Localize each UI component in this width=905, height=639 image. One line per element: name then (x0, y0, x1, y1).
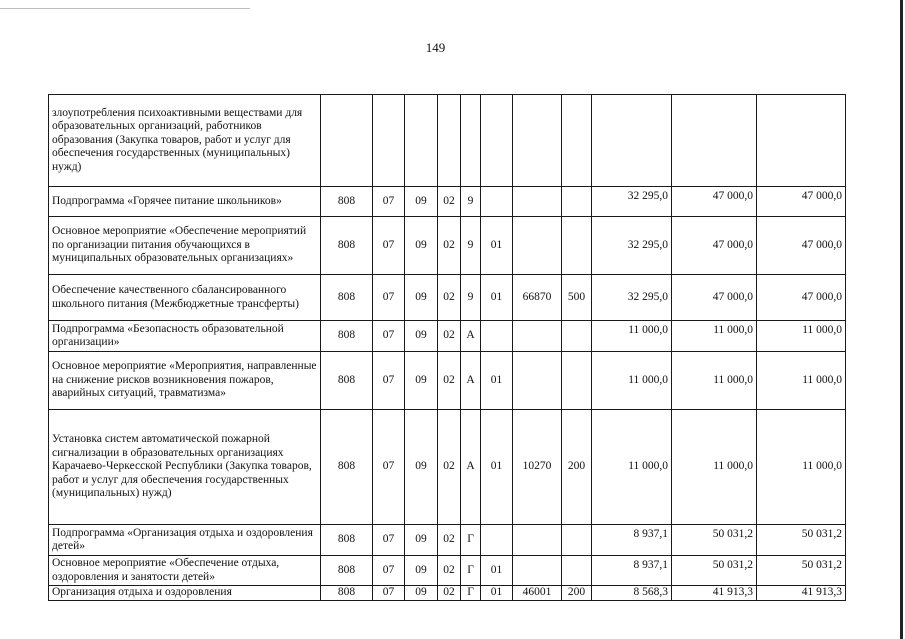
cell-event: 01 (481, 352, 513, 410)
cell-section: 07 (373, 410, 405, 525)
cell-direction (513, 321, 562, 352)
cell-program: 02 (438, 352, 461, 410)
table-row (49, 586, 846, 601)
cell-subprogram: 9 (461, 275, 481, 321)
top-rule (0, 8, 250, 9)
row-name: Основное мероприятие «Мероприятия, направленные на снижение рисков возникновения пожаров, аварийных ситуаций, травматизма» (49, 352, 321, 410)
cell-direction: 10270 (513, 410, 562, 525)
row-name: Подпрограмма «Горячее питание школьников» (49, 187, 321, 217)
cell-ministry: 808 (321, 217, 373, 275)
cell-amount-year3: 11 000,0 (757, 352, 846, 410)
cell-program: 02 (438, 187, 461, 217)
cell-event (481, 187, 513, 217)
table-row (49, 410, 846, 525)
cell-amount-year3: 50 031,2 (757, 525, 846, 556)
cell-amount-year1: 11 000,0 (592, 321, 672, 352)
cell-program: 02 (438, 321, 461, 352)
table-row (49, 556, 846, 586)
cell-subsection: 09 (405, 187, 438, 217)
cell-subsection: 09 (405, 410, 438, 525)
cell-event: 01 (481, 217, 513, 275)
cell-ministry: 808 (321, 525, 373, 556)
cell-expense-type (562, 187, 592, 217)
cell-expense-type (562, 321, 592, 352)
row-name: Подпрограмма «Организация отдыха и оздоровления детей» (49, 525, 321, 556)
cell-subsection: 09 (405, 586, 438, 601)
cell-amount-year2: 47 000,0 (672, 217, 757, 275)
cell-program: 02 (438, 217, 461, 275)
cell-direction (513, 352, 562, 410)
cell-section (373, 95, 405, 187)
cell-expense-type (562, 352, 592, 410)
budget-table (48, 94, 846, 601)
cell-amount-year2: 50 031,2 (672, 556, 757, 586)
cell-amount-year2: 47 000,0 (672, 187, 757, 217)
cell-ministry: 808 (321, 187, 373, 217)
cell-amount-year3 (757, 95, 846, 187)
row-name: Установка систем автоматической пожарной сигнализации в образовательных организациях Карачаево-Черкесской Республики (Закупка товаров, работ и услуг для обеспечения государственных (муниципальных) нужд) (49, 410, 321, 525)
cell-amount-year2: 11 000,0 (672, 410, 757, 525)
table-row (49, 217, 846, 275)
cell-amount-year1: 32 295,0 (592, 275, 672, 321)
cell-amount-year3: 47 000,0 (757, 187, 846, 217)
cell-subsection: 09 (405, 321, 438, 352)
cell-amount-year3: 41 913,3 (757, 586, 846, 601)
cell-expense-type (562, 217, 592, 275)
cell-amount-year3: 50 031,2 (757, 556, 846, 586)
cell-amount-year2: 41 913,3 (672, 586, 757, 601)
cell-direction (513, 217, 562, 275)
row-name: злоупотребления психоактивными веществами для образовательных организаций, работников образования (Закупка товаров, работ и услуг для обеспечения государственных (муниципальных) нужд) (49, 95, 321, 187)
cell-direction (513, 556, 562, 586)
row-name: Организация отдыха и оздоровления (49, 586, 321, 601)
cell-event: 01 (481, 586, 513, 601)
cell-subprogram: А (461, 410, 481, 525)
cell-event: 01 (481, 556, 513, 586)
cell-event (481, 525, 513, 556)
cell-program (438, 95, 461, 187)
cell-amount-year2: 47 000,0 (672, 275, 757, 321)
cell-amount-year1 (592, 95, 672, 187)
cell-subsection: 09 (405, 275, 438, 321)
cell-expense-type: 500 (562, 275, 592, 321)
table-row (49, 321, 846, 352)
cell-amount-year2: 11 000,0 (672, 352, 757, 410)
cell-direction (513, 187, 562, 217)
cell-ministry: 808 (321, 410, 373, 525)
page-number: 149 (425, 40, 446, 55)
cell-subprogram: Г (461, 525, 481, 556)
cell-subprogram: 9 (461, 187, 481, 217)
cell-program: 02 (438, 410, 461, 525)
cell-amount-year3: 47 000,0 (757, 217, 846, 275)
cell-section: 07 (373, 352, 405, 410)
cell-section: 07 (373, 586, 405, 601)
cell-direction: 46001 (513, 586, 562, 601)
row-name: Подпрограмма «Безопасность образовательной организации» (49, 321, 321, 352)
row-name: Обеспечение качественного сбалансированного школьного питания (Межбюджетные трансферты) (49, 275, 321, 321)
cell-event: 01 (481, 275, 513, 321)
cell-subprogram: Г (461, 586, 481, 601)
cell-expense-type (562, 525, 592, 556)
page-edge-shadow (900, 0, 903, 639)
cell-subsection: 09 (405, 525, 438, 556)
cell-ministry: 808 (321, 352, 373, 410)
cell-section: 07 (373, 275, 405, 321)
cell-amount-year2 (672, 95, 757, 187)
cell-subprogram: Г (461, 556, 481, 586)
cell-subsection: 09 (405, 556, 438, 586)
table-row (49, 352, 846, 410)
table-row (49, 275, 846, 321)
cell-expense-type: 200 (562, 410, 592, 525)
table-row (49, 525, 846, 556)
row-name: Основное мероприятие «Обеспечение мероприятий по организации питания обучающихся в муниципальных образовательных организациях» (49, 217, 321, 275)
cell-amount-year1: 11 000,0 (592, 410, 672, 525)
cell-program: 02 (438, 525, 461, 556)
cell-direction (513, 95, 562, 187)
cell-amount-year2: 11 000,0 (672, 321, 757, 352)
cell-program: 02 (438, 556, 461, 586)
cell-ministry (321, 95, 373, 187)
cell-expense-type: 200 (562, 586, 592, 601)
cell-section: 07 (373, 556, 405, 586)
cell-amount-year3: 47 000,0 (757, 275, 846, 321)
cell-program: 02 (438, 586, 461, 601)
cell-section: 07 (373, 187, 405, 217)
cell-amount-year2: 50 031,2 (672, 525, 757, 556)
cell-ministry: 808 (321, 586, 373, 601)
cell-event (481, 95, 513, 187)
cell-amount-year1: 8 568,3 (592, 586, 672, 601)
cell-subprogram (461, 95, 481, 187)
cell-amount-year1: 8 937,1 (592, 556, 672, 586)
cell-ministry: 808 (321, 556, 373, 586)
cell-expense-type (562, 556, 592, 586)
cell-expense-type (562, 95, 592, 187)
cell-amount-year1: 32 295,0 (592, 217, 672, 275)
cell-subprogram: 9 (461, 217, 481, 275)
cell-ministry: 808 (321, 321, 373, 352)
cell-amount-year1: 32 295,0 (592, 187, 672, 217)
row-name: Основное мероприятие «Обеспечение отдыха, оздоровления и занятости детей» (49, 556, 321, 586)
cell-direction (513, 525, 562, 556)
table-row (49, 187, 846, 217)
cell-direction: 66870 (513, 275, 562, 321)
cell-amount-year3: 11 000,0 (757, 410, 846, 525)
cell-subsection: 09 (405, 217, 438, 275)
cell-section: 07 (373, 321, 405, 352)
cell-section: 07 (373, 217, 405, 275)
cell-amount-year1: 11 000,0 (592, 352, 672, 410)
cell-event: 01 (481, 410, 513, 525)
cell-subprogram: А (461, 321, 481, 352)
cell-amount-year3: 11 000,0 (757, 321, 846, 352)
table-row (49, 95, 846, 187)
cell-ministry: 808 (321, 275, 373, 321)
cell-section: 07 (373, 525, 405, 556)
cell-amount-year1: 8 937,1 (592, 525, 672, 556)
cell-program: 02 (438, 275, 461, 321)
cell-event (481, 321, 513, 352)
cell-subsection: 09 (405, 352, 438, 410)
cell-subprogram: А (461, 352, 481, 410)
cell-subsection (405, 95, 438, 187)
